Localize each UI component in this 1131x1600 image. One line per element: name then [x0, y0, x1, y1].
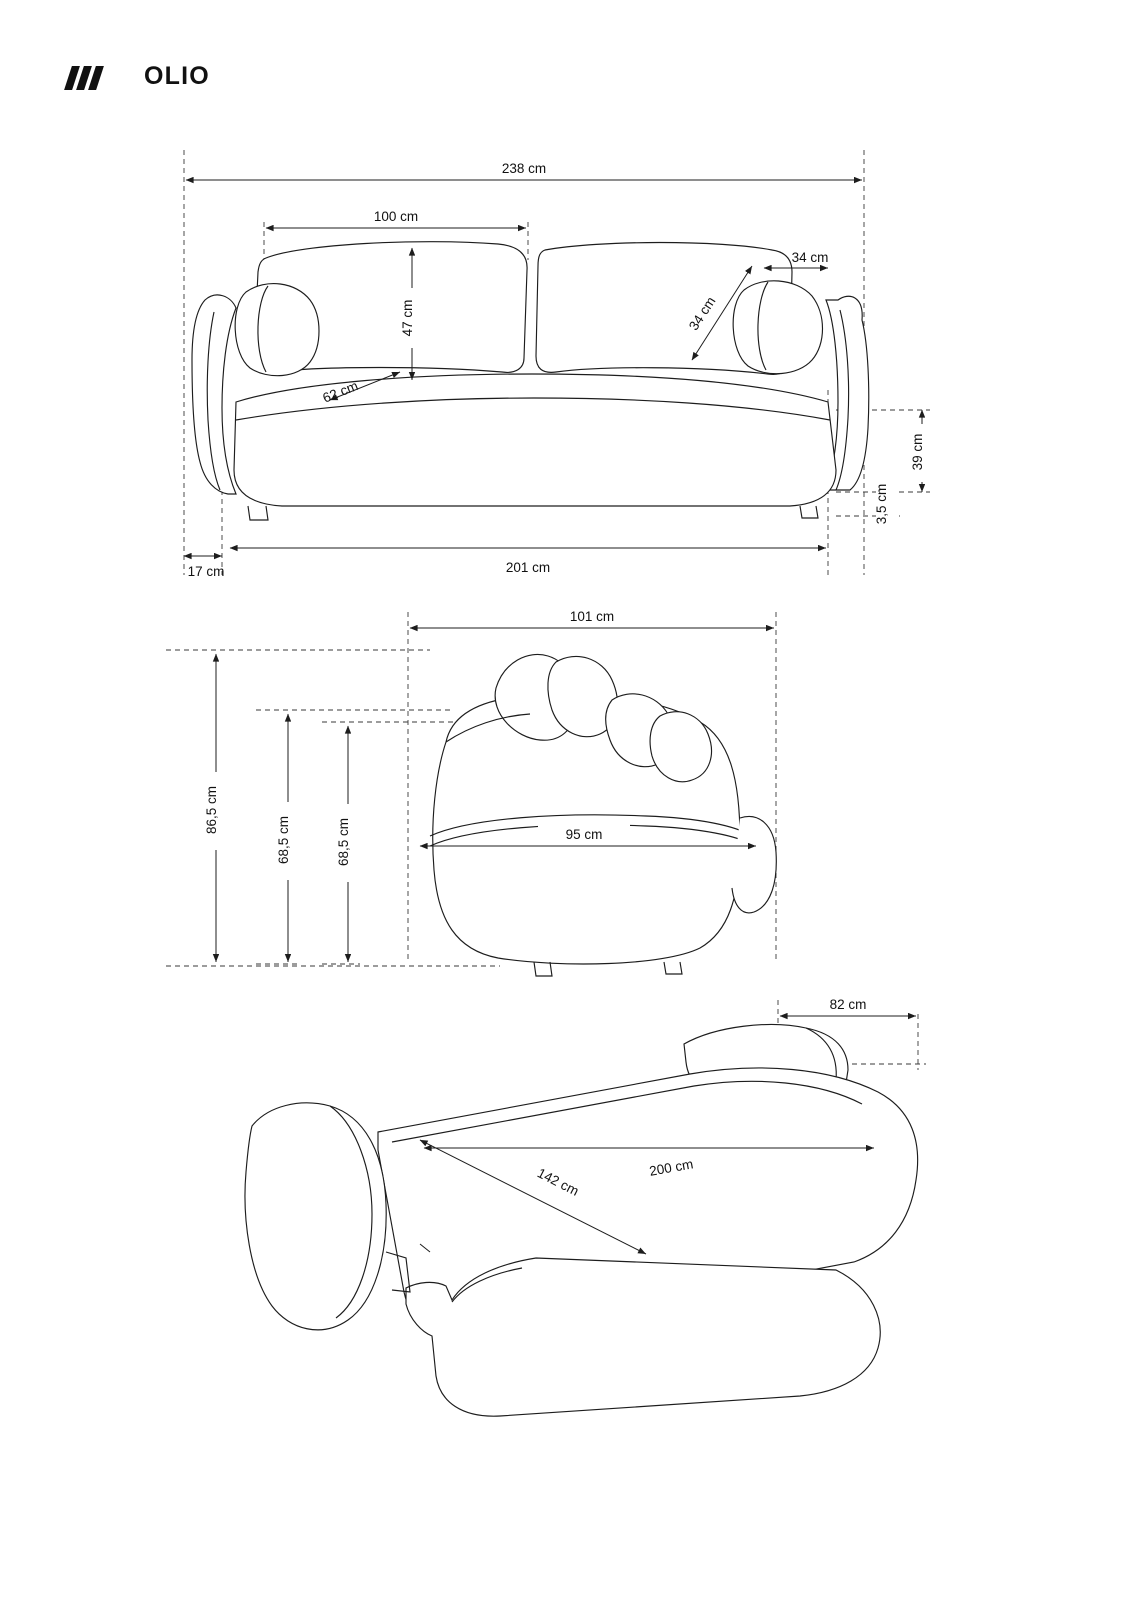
- dim-side-back-height-a: 68,5 cm: [276, 815, 291, 865]
- dim-side-back-height-b: 68,5 cm: [336, 817, 351, 867]
- dim-front-arm-width: 17 cm: [187, 564, 225, 579]
- dim-front-back-height: 47 cm: [400, 299, 415, 337]
- dim-side-seat-depth: 95 cm: [565, 827, 603, 842]
- side-view-group: [166, 606, 776, 976]
- dim-front-seat-height: 39 cm: [910, 433, 925, 471]
- front-view-group: [184, 150, 930, 579]
- dim-front-inner-width: 201 cm: [505, 560, 551, 575]
- dim-front-cushion-34b: 34 cm: [685, 294, 719, 334]
- dim-bed-sleep-width: 142 cm: [534, 1165, 582, 1199]
- dim-side-depth: 101 cm: [569, 609, 615, 624]
- dim-front-back-width: 100 cm: [373, 209, 419, 224]
- dim-bed-length: 200 cm: [648, 1156, 695, 1179]
- dim-side-total-height: 86,5 cm: [204, 785, 219, 835]
- dim-front-leg-height: 3,5 cm: [874, 483, 889, 525]
- page-title: OLIO: [144, 62, 210, 90]
- dim-bed-width: 82 cm: [829, 997, 867, 1012]
- dim-front-seat-depth: 62 cm: [320, 377, 361, 406]
- dim-front-total-width: 238 cm: [501, 161, 547, 176]
- dim-front-cushion-34a: 34 cm: [791, 250, 829, 265]
- bed-view-group: [245, 994, 926, 1416]
